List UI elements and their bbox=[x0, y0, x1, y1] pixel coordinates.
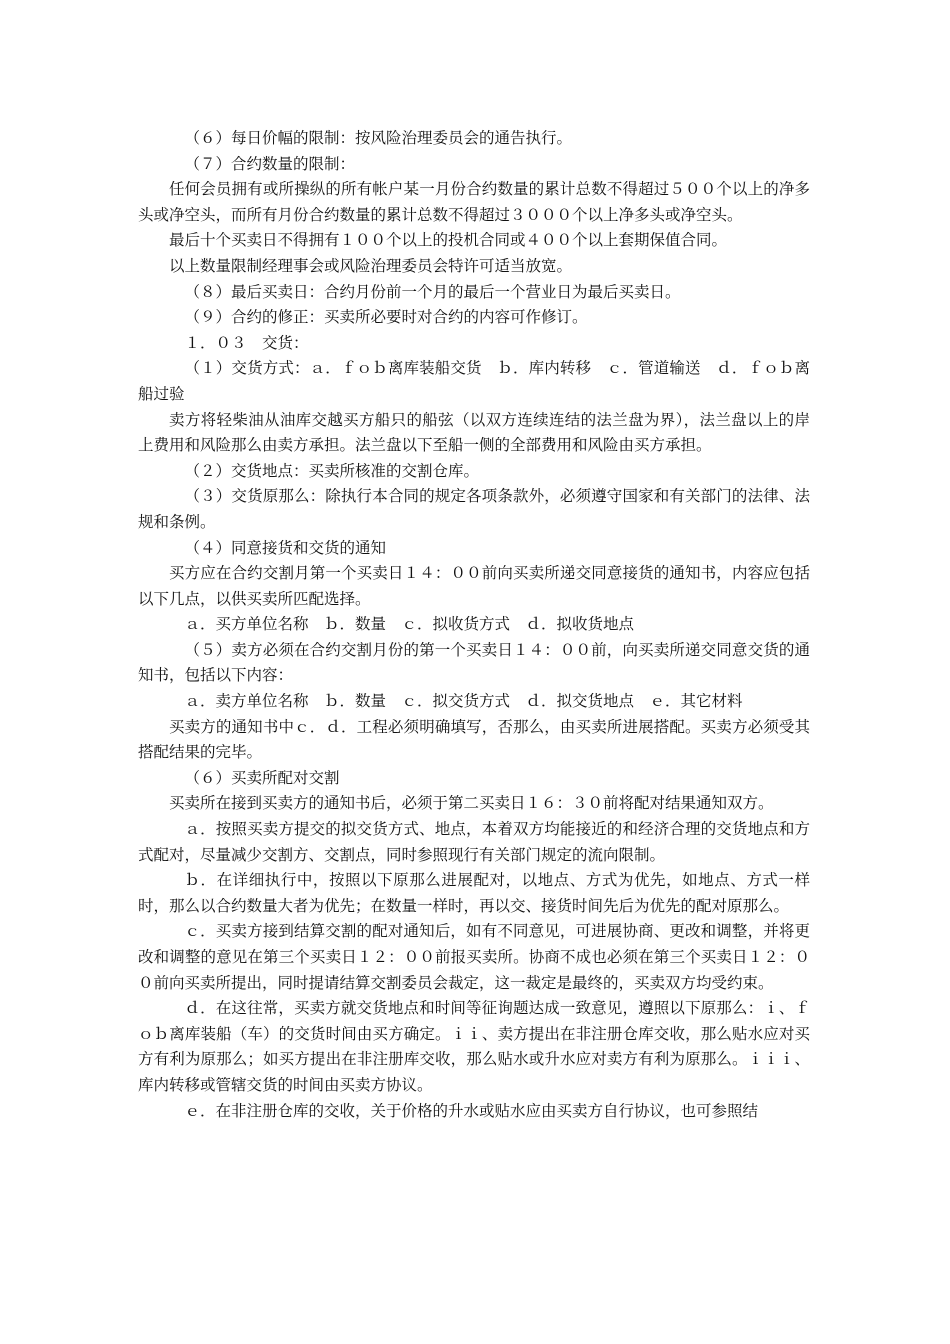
document-body bbox=[138, 126, 810, 1124]
paragraph: ｅ．在非注册仓库的交收，关于价格的升水或贴水应由买卖方自行协议，也可参照结 bbox=[184, 1101, 759, 1120]
paragraph: （４）同意接货和交货的通知 bbox=[184, 538, 387, 557]
paragraph: （６）每日价幅的限制：按风险治理委员会的通告执行。 bbox=[184, 129, 573, 147]
paragraph: 任何会员拥有或所操纵的所有帐户某一月份合约数量的累计总数不得超过５００个以上的净多头或净空头，而所有月份合约数量的累计总数不得超过３０００个以上净多头或净空头。 bbox=[138, 180, 810, 224]
paragraph: ａ．按照买卖方提交的拟交货方式、地点，本着双方均能接近的和经济合理的交货地点和方式配对，尽量减少交割方、交割点，同时参照现行有关部门规定的流向限制。 bbox=[138, 820, 810, 864]
paragraph: （９）合约的修正：买卖所必要时对合约的内容可作修订。 bbox=[184, 308, 588, 327]
paragraph: ｄ．在这往常，买卖方就交货地点和时间等征询题达成一致意见，遵照以下原那么：ｉ、ｆｏｂ离库装船（车）的交货时间由买方确定。ｉｉ、卖方提出在非注册仓库交收，那么贴水应对买方有利为原那么；如买方提出在非注册库交收，那么贴水或升水应对卖方有利为原那么。ｉｉｉ、库内转移或管辖交货的时间由买卖方协议。 bbox=[138, 999, 810, 1094]
paragraph: 买卖方的通知书中ｃ．ｄ．工程必须明确填写，否那么，由买卖所进展搭配。买卖方必须受其搭配结果的完毕。 bbox=[138, 717, 810, 762]
paragraph: （２）交货地点：买卖所核准的交割仓库。 bbox=[184, 461, 480, 480]
paragraph: ｂ．在详细执行中，按照以下原那么进展配对，以地点、方式为优先，如地点、方式一样时，那么以合约数量大者为优先；在数量一样时，再以交、接货时间先后为优先的配对原那么。 bbox=[138, 871, 810, 915]
section-heading: １．０３ 交货： bbox=[184, 333, 309, 352]
paragraph: （６）买卖所配对交割 bbox=[184, 768, 340, 787]
paragraph: （３）交货原那么：除执行本合同的规定各项条款外，必须遵守国家和有关部门的法律、法规和条例。 bbox=[138, 487, 810, 531]
paragraph: 卖方将轻柴油从油库交越买方船只的船弦（以双方连续连结的法兰盘为界），法兰盘以上的岸上费用和风险那么由卖方承担。法兰盘以下至船一侧的全部费用和风险由买方承担。 bbox=[138, 410, 810, 455]
paragraph: 以上数量限制经理事会或风险治理委员会特许可适当放宽。 bbox=[169, 256, 573, 275]
paragraph: （１）交货方式：ａ．ｆｏｂ离库装船交货 ｂ．库内转移 ｃ．管道输送 ｄ．ｆｏｂ离船过验 bbox=[138, 359, 810, 403]
paragraph: （８）最后买卖日：合约月份前一个月的最后一个营业日为最后买卖日。 bbox=[184, 282, 681, 301]
paragraph: 最后十个买卖日不得拥有１００个以上的投机合同或４００个以上套期保值合同。 bbox=[169, 231, 728, 250]
paragraph: ａ．买方单位名称 ｂ．数量 ｃ．拟收货方式 ｄ．拟收货地点 bbox=[184, 615, 635, 634]
paragraph: ｃ．买卖方接到结算交割的配对通知后，如有不同意见，可进展协商、更改和调整，并将更改和调整的意见在第三个买卖日１２：００前报买卖所。协商不成也必须在第三个买卖日１２：００前向买卖所提出，同时提请结算交割委员会裁定，这一裁定是最终的，买卖双方均受约束。 bbox=[138, 922, 810, 992]
paragraph: ａ．卖方单位名称 ｂ．数量 ｃ．拟交货方式 ｄ．拟交货地点 ｅ．其它材料 bbox=[184, 692, 743, 711]
paragraph: 买卖所在接到买卖方的通知书后，必须于第二买卖日１６：３０前将配对结果通知双方。 bbox=[169, 794, 774, 813]
paragraph: （７）合约数量的限制： bbox=[184, 154, 356, 173]
paragraph: （５）卖方必须在合约交割月份的第一个买卖日１４：００前，向买卖所递交同意交货的通知书，包括以下内容： bbox=[138, 640, 810, 685]
paragraph: 买方应在合约交割月第一个买卖日１４：００前向买卖所递交同意接货的通知书，内容应包括以下几点，以供买卖所匹配选择。 bbox=[138, 564, 810, 608]
